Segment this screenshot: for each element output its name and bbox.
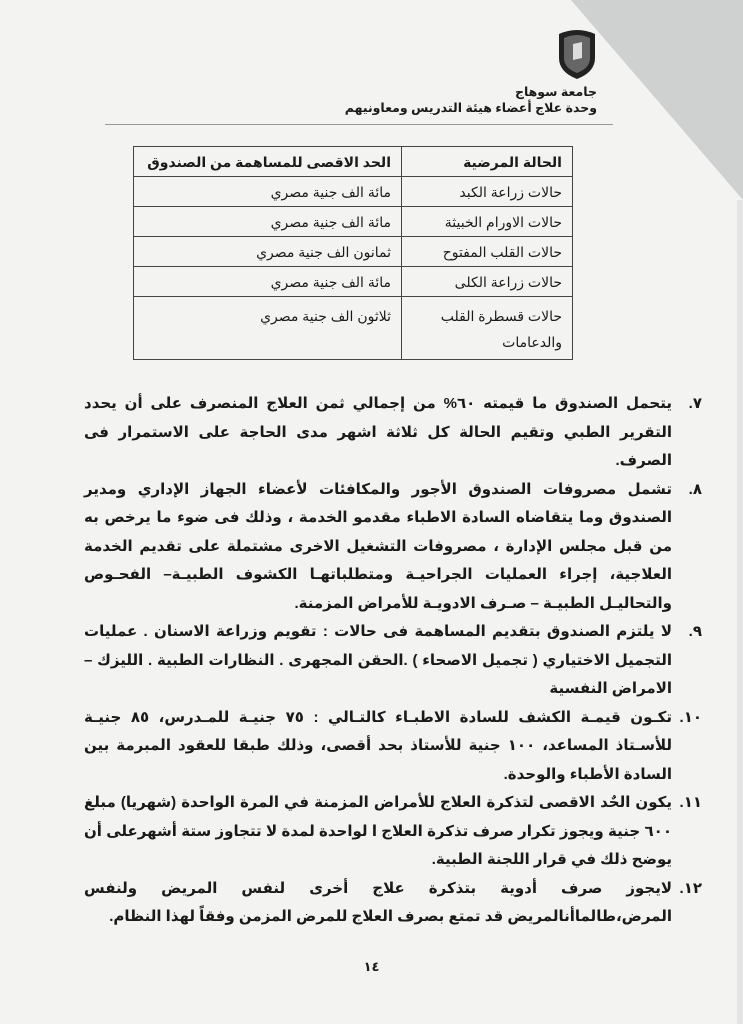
list-item: [84, 704, 702, 790]
item-number: ١٢.: [679, 879, 702, 897]
item-text: لايجوز صرف أدوية بتذكرة علاج أخرى لنفس المريض ولنفس المرض،طالماأنالمريض قد تمتع بصرف العلاج للمرض المزمن وفقاً لهذا النظام.: [84, 879, 672, 925]
item-number: ١١.: [679, 794, 702, 811]
item-text: يكون الحٌد الاقصى لتذكرة العلاج للأمراض المزمنة في المرة الواحدة (شهريا) مبلغ ٦٠٠ جنية ويجوز تكرار صرف تذكرة العلاج ا لواحدة لمدة لا تتجاوز ستة أشهرعلى أن يوضح ذلك في قرار اللجنة الطبية.: [84, 794, 672, 868]
condition-cell: حالات زراعة الكلى: [402, 267, 573, 297]
unit-name: وحدة علاج أعضاء هيئة التدريس ومعاونيهم: [344, 101, 597, 115]
table-header-row: [134, 147, 573, 177]
list-item: [84, 618, 702, 704]
item-text: تشمل مصروفات الصندوق الأجور والمكافئات لأعضاء الجهاز الإداري ومدير الصندوق وما يتقاضاه السادة الاطباء مقدمو الخدمة ، وذلك فى ضوء ما يرخص به من قبل مجلس الإدارة ، مصروفات التشغيل الاخرى مشتملة على تقديم الخدمة العلاجية، إجراء العمليات الجراحيـة ومتطلباتهـا الكشوف الطبيـة– الفحـوص والتحاليـل الطبيـة – صـرف الادويـة للأمراض المزمنة.: [84, 480, 672, 612]
item-text: يتحمل الصندوق ما قيمته ٦٠% من إجمالي ثمن العلاج المنصرف على أن يحدد التقرير الطبي وتقيم الحالة كل ثلاثة اشهر مدى الحاجة على الاستمرار فى الصرف.: [84, 395, 672, 469]
item-number: ٧.: [688, 395, 702, 412]
item-number: ١٠.: [679, 708, 702, 726]
coverage-table: [133, 146, 573, 360]
table-row: [134, 267, 573, 297]
amount-cell: ثمانون الف جنية مصري: [134, 237, 402, 267]
item-number: ٩.: [688, 623, 702, 640]
amount-cell: مائة الف جنية مصري: [134, 177, 402, 207]
condition-cell: حالات الاورام الخبيثة: [402, 207, 573, 237]
table-row: [134, 297, 573, 360]
header-condition: الحالة المرضية: [402, 147, 573, 177]
list-item: [84, 789, 702, 875]
list-item: [84, 476, 702, 619]
university-logo-icon: [556, 28, 598, 80]
amount-cell: مائة الف جنية مصري: [134, 207, 402, 237]
university-name: جامعة سوهاج: [514, 85, 597, 99]
amount-cell: مائة الف جنية مصري: [134, 267, 402, 297]
list-item: [84, 875, 702, 932]
page-number: ١٤: [363, 958, 380, 974]
list-item: [84, 390, 702, 476]
condition-cell: حالات قسطرة القلب والدعامات: [402, 297, 573, 360]
condition-cell: حالات القلب المفتوح: [402, 237, 573, 267]
item-text: تكـون قيمـة الكشف للسادة الاطبـاء كالتـالي : ٧٥ جنيـة للمـدرس، ٨٥ جنيـة للأسـتاذ المساعد، ١٠٠ جنية للأستاذ بحد أقصى، وذلك طبقا للعقود المبرمة بين السادة الأطباء والوحدة.: [84, 708, 672, 783]
table-row: [134, 207, 573, 237]
table-row: [134, 177, 573, 207]
letterhead: [0, 84, 597, 116]
amount-cell: ثلاثون الف جنية مصري: [134, 297, 402, 360]
table-row: [134, 237, 573, 267]
regulation-list: [84, 390, 702, 932]
item-text: لا يلتزم الصندوق بتقديم المساهمة فى حالات : تقويم وزراعة الاسنان . عمليات التجميل الاختياري ( تجميل الاصحاء ) .الحقن المجهرى . النظارات الطبية . الليزك – الامراض النفسية: [84, 623, 672, 697]
header-max-contribution: الحد الاقصى للمساهمة من الصندوق: [134, 147, 402, 177]
condition-cell: حالات زراعة الكبد: [402, 177, 573, 207]
header-divider: [105, 124, 613, 125]
item-number: ٨.: [688, 480, 702, 498]
